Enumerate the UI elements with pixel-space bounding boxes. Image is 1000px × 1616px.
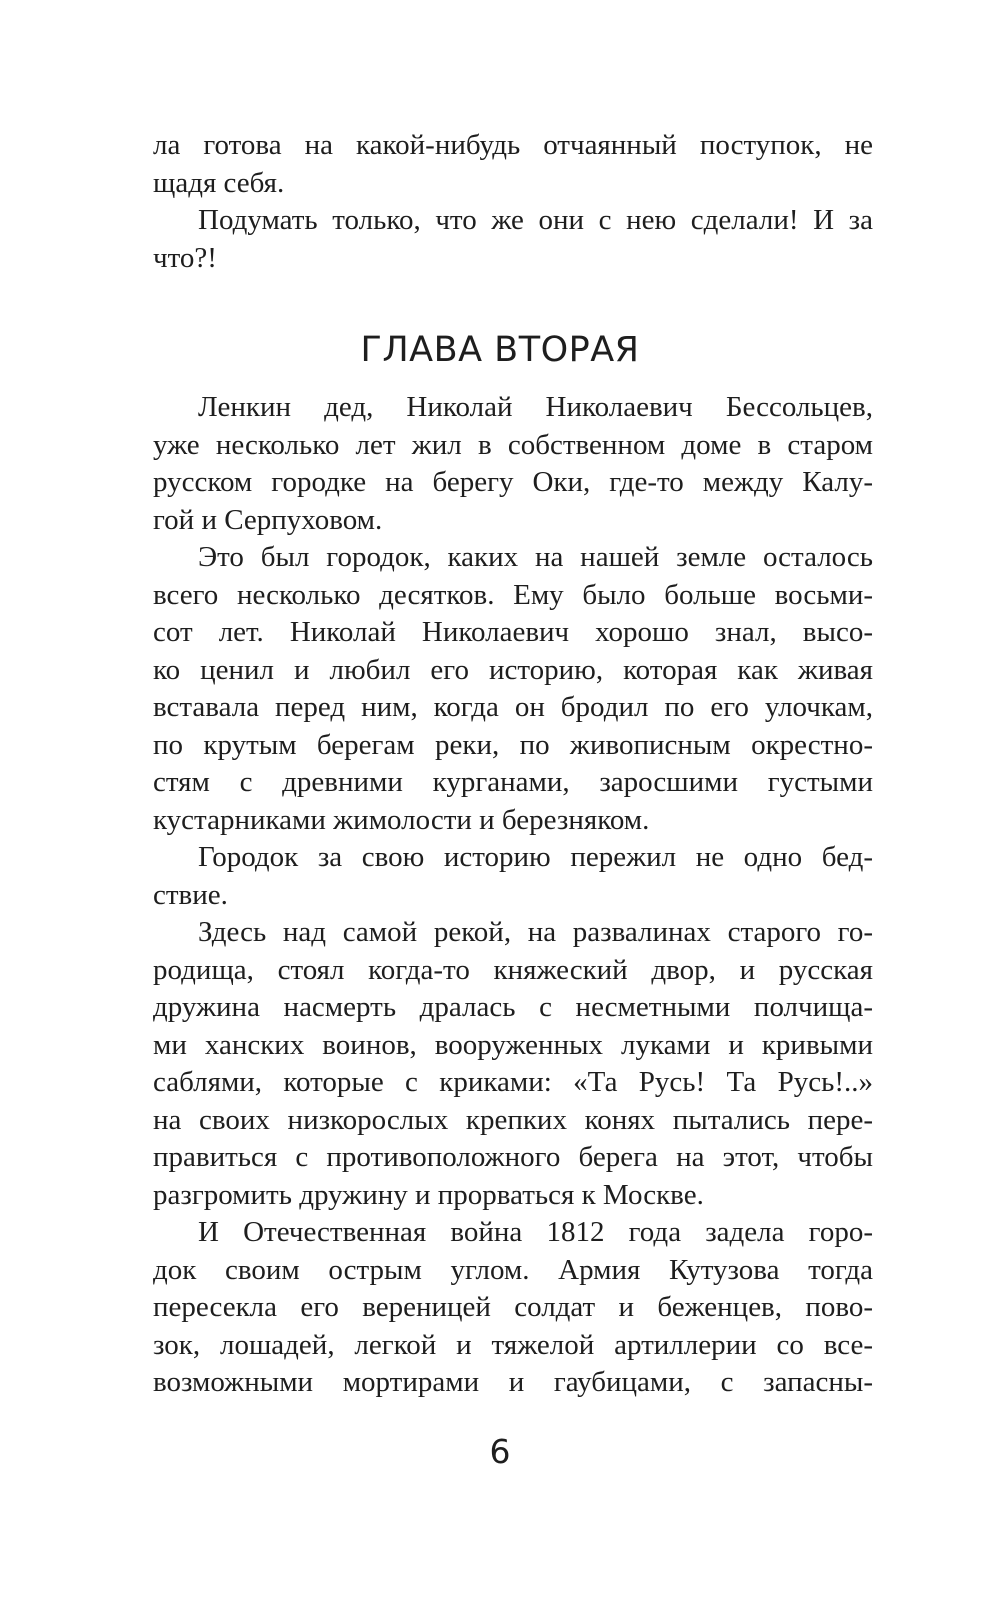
text-line: на своих низкорослых крепких конях пытались пере- [153, 1103, 873, 1136]
text-line: док своим острым углом. Армия Кутузова тогда [153, 1253, 873, 1286]
text-line: сот лет. Николай Николаевич хорошо знал, высо- [153, 616, 873, 648]
text-line: разгромить дружину и прорваться к Москве. [153, 1178, 704, 1211]
text-line: ла готова на какой-нибудь отчаянный поступок, не [153, 129, 873, 161]
text-line: стям с древними курганами, заросшими густыми [153, 766, 873, 798]
body-text-block [153, 389, 873, 1402]
text-line: всего несколько десятков. Ему было больше восьми- [153, 578, 873, 611]
paragraph [153, 914, 873, 1214]
paragraph [153, 539, 873, 839]
text-line: ствие. [153, 878, 228, 911]
text-line: русском городке на берегу Оки, где-то между Калу- [153, 466, 873, 498]
text-line: что?! [153, 241, 217, 274]
page-number: 6 [489, 1432, 511, 1471]
text-line: Это был городок, каких на нашей земле осталось [198, 541, 873, 573]
text-line: Здесь над самой рекой, на развалинах старого го- [198, 916, 873, 948]
text-line: ко ценил и любил его историю, которая как живая [153, 653, 873, 686]
text-line: кустарниками жимолости и березняком. [153, 803, 650, 836]
paragraph [153, 389, 873, 539]
text-line: пересекла его вереницей солдат и беженцев, пово- [153, 1291, 873, 1323]
paragraph [153, 839, 873, 914]
text-line: саблями, которые с криками: «Та Русь! Та Русь!..» [153, 1066, 873, 1098]
text-line: по крутым берегам реки, по живописным окрестно- [153, 728, 873, 761]
text-line: уже несколько лет жил в собственном доме в старом [153, 428, 873, 461]
chapter-title: ГЛАВА ВТОРАЯ [360, 330, 640, 370]
text-line: гой и Серпуховом. [153, 503, 383, 536]
text-line: Подумать только, что же они с нею сделали! И за [198, 204, 873, 236]
text-line: ми ханских воинов, вооруженных луками и кривыми [153, 1028, 873, 1061]
text-line: зок, лошадей, легкой и тяжелой артиллерии со все- [153, 1328, 873, 1361]
text-line: вставала перед ним, когда он бродил по его улочкам, [153, 691, 873, 723]
paragraph [153, 1214, 873, 1402]
text-line: Ленкин дед, Николай Николаевич Бессольцев, [198, 391, 873, 423]
text-line: возможными мортирами и гаубицами, с запасны- [153, 1366, 873, 1398]
paragraph [153, 127, 873, 202]
text-line: дружина насмерть дралась с несметными полчища- [153, 991, 873, 1023]
text-line: правиться с противоположного берега на этот, чтобы [153, 1141, 873, 1173]
text-line: родища, стоял когда-то княжеский двор, и русская [153, 953, 873, 986]
text-line: щадя себя. [153, 166, 285, 199]
top-text-block [153, 127, 873, 277]
text-line: И Отечественная война 1812 года задела горо- [198, 1216, 873, 1248]
text-line: Городок за свою историю пережил не одно бед- [198, 841, 873, 873]
paragraph [153, 202, 873, 277]
